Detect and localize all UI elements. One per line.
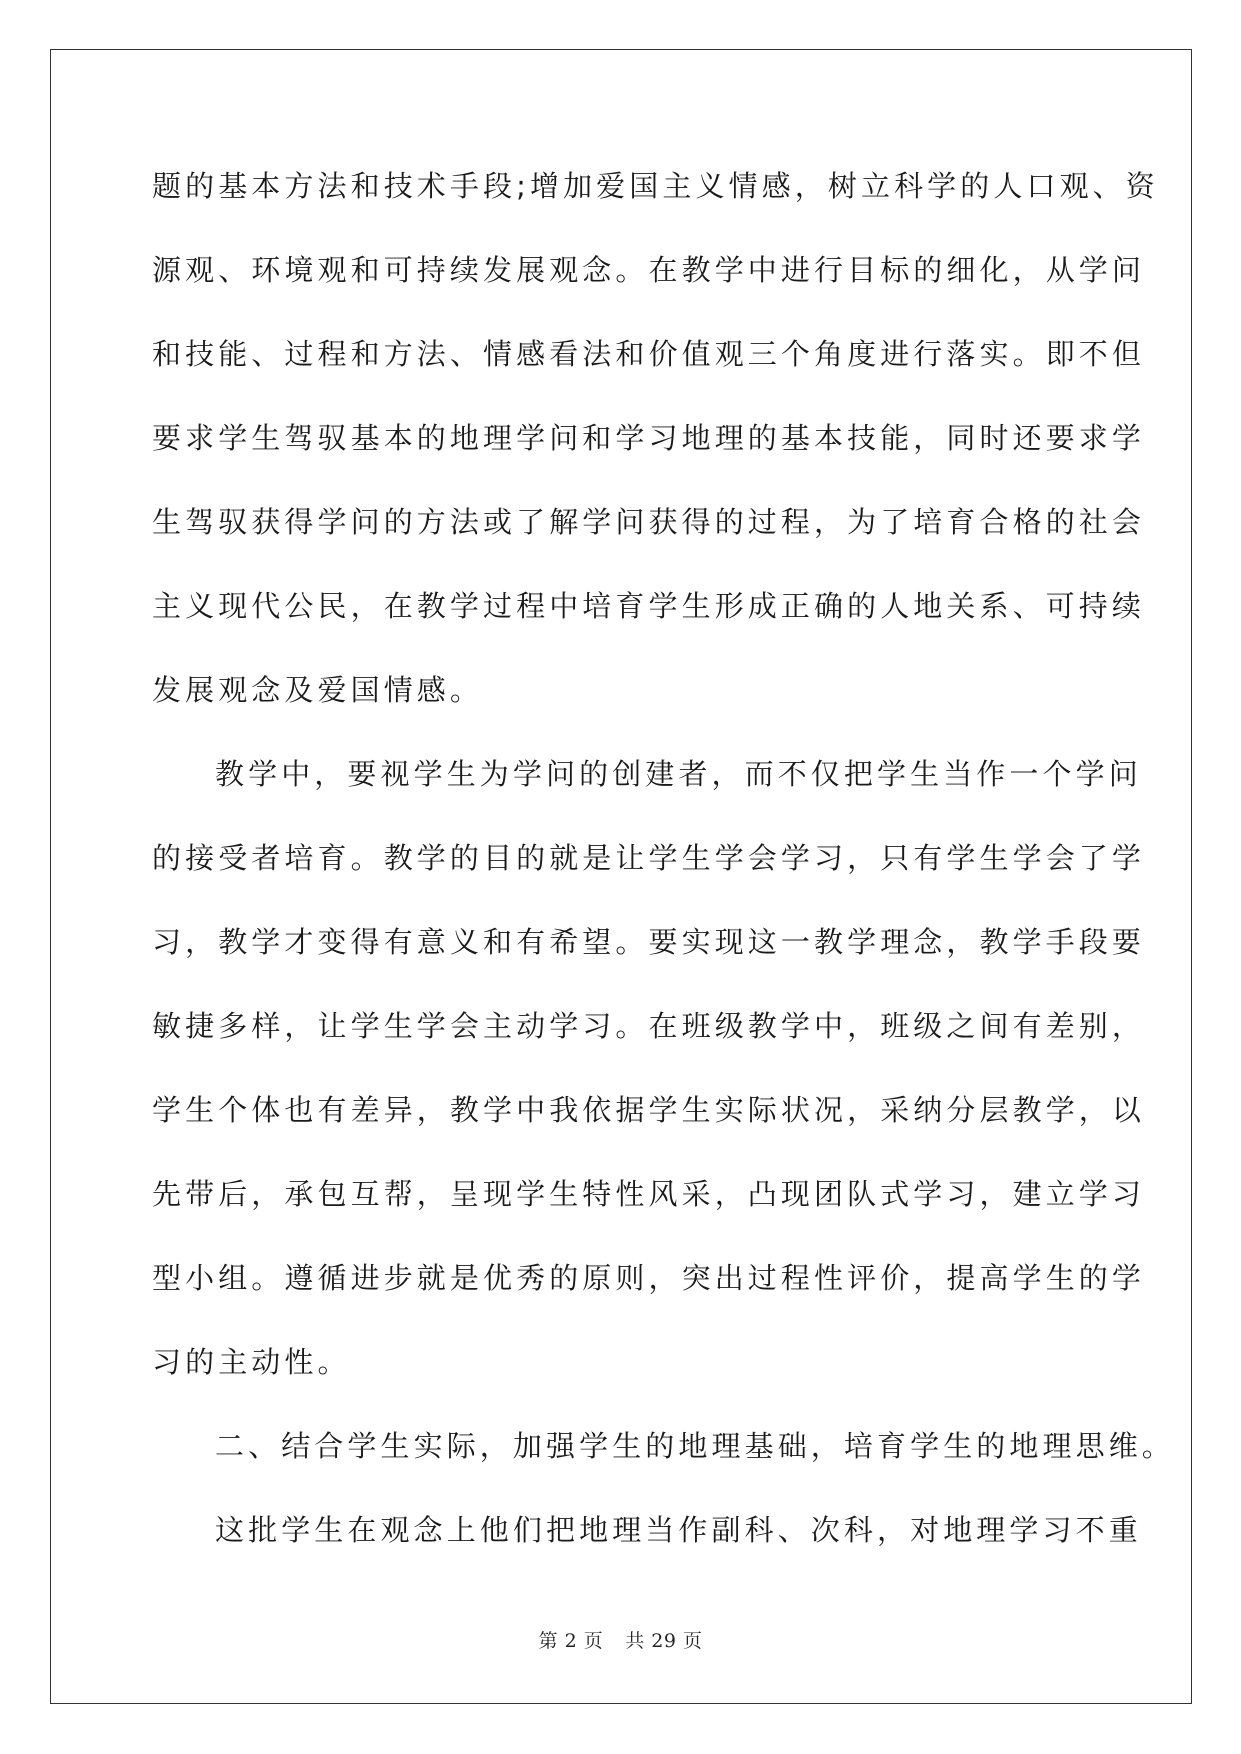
page-number-total: 共 29 页: [625, 1630, 703, 1652]
text-line: 习的主动性。: [152, 1345, 351, 1379]
text-line: 主义现代公民，在教学过程中培育学生形成正确的人地关系、可持续: [152, 589, 1146, 623]
text-line: 先带后，承包互帮，呈现学生特性风采，凸现团队式学习，建立学习: [152, 1177, 1146, 1211]
page-footer: [0, 1626, 1241, 1653]
text-line: 题的基本方法和技术手段;增加爱国主义情感，树立科学的人口观、资: [152, 169, 1159, 203]
text-line: 和技能、过程和方法、情感看法和价值观三个角度进行落实。即不但: [152, 337, 1146, 371]
text-line: 这批学生在观念上他们把地理当作副科、次科，对地理学习不重: [215, 1513, 1142, 1547]
text-line: 学生个体也有差异，教学中我依据学生实际状况，采纳分层教学，以: [152, 1093, 1146, 1127]
text-line: 的接受者培育。教学的目的就是让学生学会学习，只有学生学会了学: [152, 841, 1146, 875]
text-line: 习，教学才变得有意义和有希望。要实现这一教学理念，教学手段要: [152, 925, 1146, 959]
page-number-current: 第 2 页: [538, 1630, 604, 1652]
text-line: 生驾驭获得学问的方法或了解学问获得的过程，为了培育合格的社会: [152, 505, 1146, 539]
text-line: 发展观念及爱国情感。: [152, 673, 484, 707]
text-line: 教学中，要视学生为学问的创建者，而不仅把学生当作一个学问: [215, 757, 1142, 791]
text-line: 型小组。遵循进步就是优秀的原则，突出过程性评价，提高学生的学: [152, 1261, 1146, 1295]
document-body: [152, 160, 1175, 1588]
text-line: 二、结合学生实际，加强学生的地理基础，培育学生的地理思维。: [215, 1429, 1175, 1463]
text-line: 源观、环境观和可持续发展观念。在教学中进行目标的细化，从学问: [152, 253, 1146, 287]
text-line: 要求学生驾驭基本的地理学问和学习地理的基本技能，同时还要求学: [152, 421, 1146, 455]
text-line: 敏捷多样，让学生学会主动学习。在班级教学中，班级之间有差别，: [152, 1009, 1146, 1043]
